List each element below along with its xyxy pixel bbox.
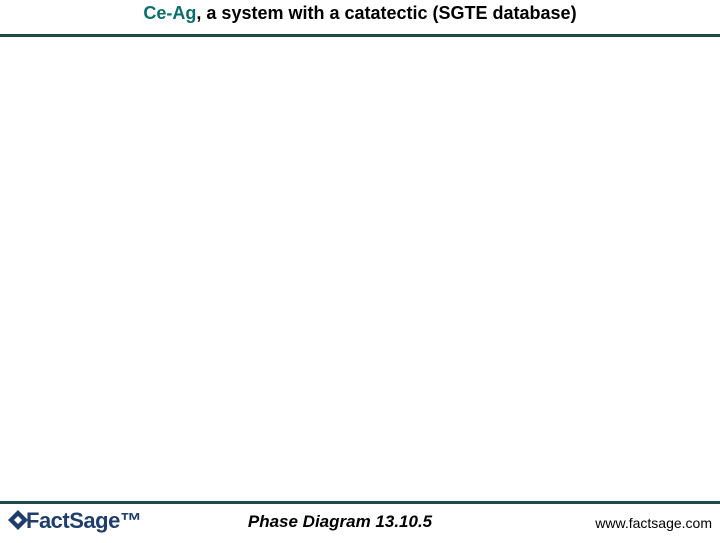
content-area: [0, 37, 720, 501]
title-description: , a system with a catatectic (SGTE database): [196, 3, 577, 23]
logo-text: FactSage™: [26, 508, 142, 533]
website-link[interactable]: www.factsage.com: [595, 515, 712, 531]
title-system: Ce-Ag: [143, 3, 197, 23]
factsage-logo: [6, 506, 142, 538]
slide-title: [0, 3, 720, 24]
footer-divider: [0, 501, 720, 504]
slide-label: Phase Diagram 13.10.5: [247, 512, 433, 531]
